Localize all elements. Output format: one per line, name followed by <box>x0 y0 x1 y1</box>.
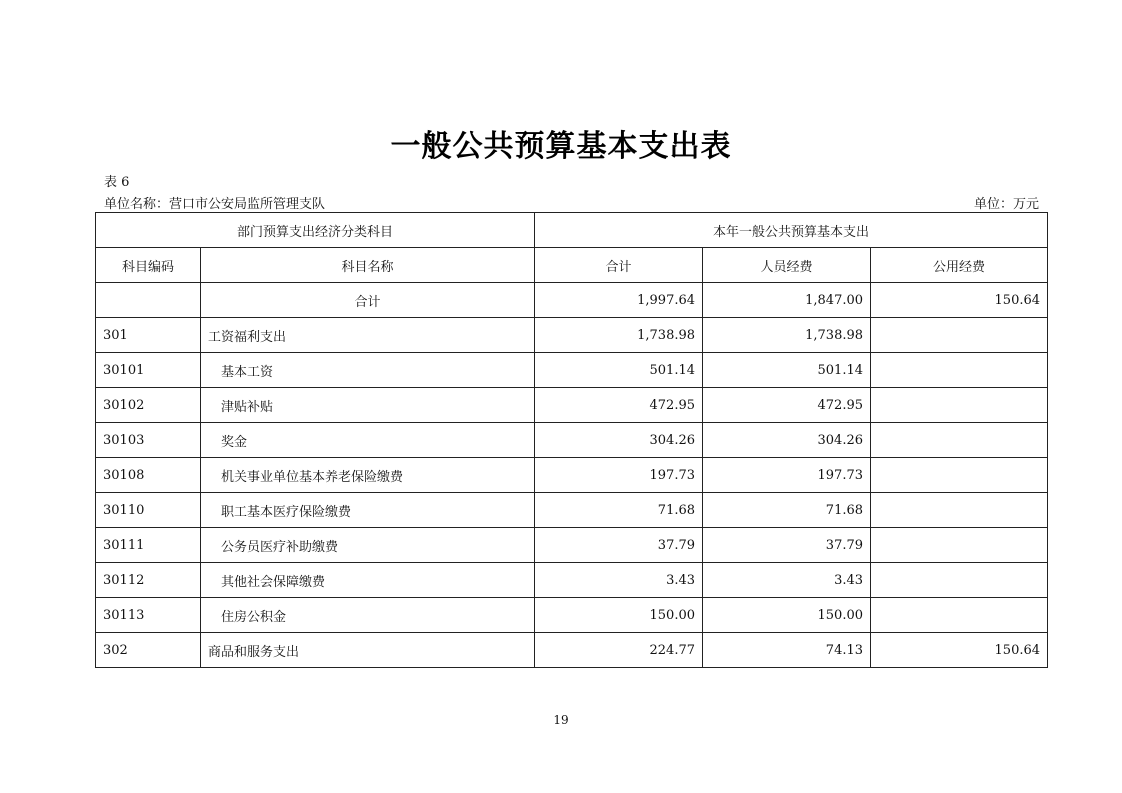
cell-personnel: 1,738.98 <box>703 318 871 353</box>
cell-name: 公务员医疗补助缴费 <box>201 528 535 563</box>
column-header-row <box>96 248 1048 283</box>
column-header-total: 合计 <box>535 248 703 283</box>
cell-public <box>871 528 1048 563</box>
table-row <box>96 353 1048 388</box>
table-row <box>96 598 1048 633</box>
cell-total: 1,997.64 <box>535 283 703 318</box>
page-number: 19 <box>553 713 569 727</box>
table-row <box>96 563 1048 598</box>
cell-personnel: 150.00 <box>703 598 871 633</box>
cell-personnel: 472.95 <box>703 388 871 423</box>
group-header-row <box>96 213 1048 248</box>
cell-personnel: 501.14 <box>703 353 871 388</box>
cell-public <box>871 598 1048 633</box>
cell-personnel: 304.26 <box>703 423 871 458</box>
cell-public <box>871 493 1048 528</box>
cell-code: 30112 <box>96 563 201 598</box>
table-row <box>96 318 1048 353</box>
cell-name: 商品和服务支出 <box>201 633 535 668</box>
cell-total: 3.43 <box>535 563 703 598</box>
column-header-name: 科目名称 <box>201 248 535 283</box>
cell-name: 职工基本医疗保险缴费 <box>201 493 535 528</box>
cell-total: 1,738.98 <box>535 318 703 353</box>
cell-total: 150.00 <box>535 598 703 633</box>
table-row <box>96 493 1048 528</box>
table-row <box>96 528 1048 563</box>
cell-name: 合计 <box>201 283 535 318</box>
cell-code: 30111 <box>96 528 201 563</box>
cell-public <box>871 318 1048 353</box>
table-row <box>96 388 1048 423</box>
cell-code: 30108 <box>96 458 201 493</box>
group-header-expenditure: 本年一般公共预算基本支出 <box>535 213 1048 248</box>
cell-name: 工资福利支出 <box>201 318 535 353</box>
cell-name: 奖金 <box>201 423 535 458</box>
cell-code: 301 <box>96 318 201 353</box>
cell-code: 302 <box>96 633 201 668</box>
cell-public <box>871 458 1048 493</box>
budget-table <box>95 212 1048 668</box>
cell-name: 津贴补贴 <box>201 388 535 423</box>
cell-public <box>871 388 1048 423</box>
cell-code: 30110 <box>96 493 201 528</box>
table-row <box>96 633 1048 668</box>
cell-code: 30113 <box>96 598 201 633</box>
cell-name: 其他社会保障缴费 <box>201 563 535 598</box>
cell-total: 472.95 <box>535 388 703 423</box>
cell-code: 30102 <box>96 388 201 423</box>
cell-personnel: 74.13 <box>703 633 871 668</box>
cell-total: 224.77 <box>535 633 703 668</box>
total-row <box>96 283 1048 318</box>
cell-public <box>871 563 1048 598</box>
column-header-personnel: 人员经费 <box>703 248 871 283</box>
cell-personnel: 1,847.00 <box>703 283 871 318</box>
cell-personnel: 37.79 <box>703 528 871 563</box>
cell-name: 机关事业单位基本养老保险缴费 <box>201 458 535 493</box>
cell-personnel: 3.43 <box>703 563 871 598</box>
cell-name: 基本工资 <box>201 353 535 388</box>
table-row <box>96 458 1048 493</box>
cell-total: 71.68 <box>535 493 703 528</box>
cell-code: 30101 <box>96 353 201 388</box>
cell-personnel: 71.68 <box>703 493 871 528</box>
cell-public: 150.64 <box>871 633 1048 668</box>
table-number: 表 6 <box>104 175 130 190</box>
cell-total: 304.26 <box>535 423 703 458</box>
unit-name: 单位名称：营口市公安局监所管理支队 <box>104 197 326 212</box>
cell-personnel: 197.73 <box>703 458 871 493</box>
group-header-classification: 部门预算支出经济分类科目 <box>96 213 535 248</box>
column-header-public: 公用经费 <box>871 248 1048 283</box>
cell-public: 150.64 <box>871 283 1048 318</box>
document-title: 一般公共预算基本支出表 <box>390 129 732 164</box>
currency-unit: 单位：万元 <box>973 197 1039 212</box>
cell-name: 住房公积金 <box>201 598 535 633</box>
table-row <box>96 423 1048 458</box>
cell-total: 197.73 <box>535 458 703 493</box>
cell-total: 37.79 <box>535 528 703 563</box>
cell-public <box>871 353 1048 388</box>
cell-public <box>871 423 1048 458</box>
cell-total: 501.14 <box>535 353 703 388</box>
column-header-code: 科目编码 <box>96 248 201 283</box>
cell-code <box>96 283 201 318</box>
cell-code: 30103 <box>96 423 201 458</box>
